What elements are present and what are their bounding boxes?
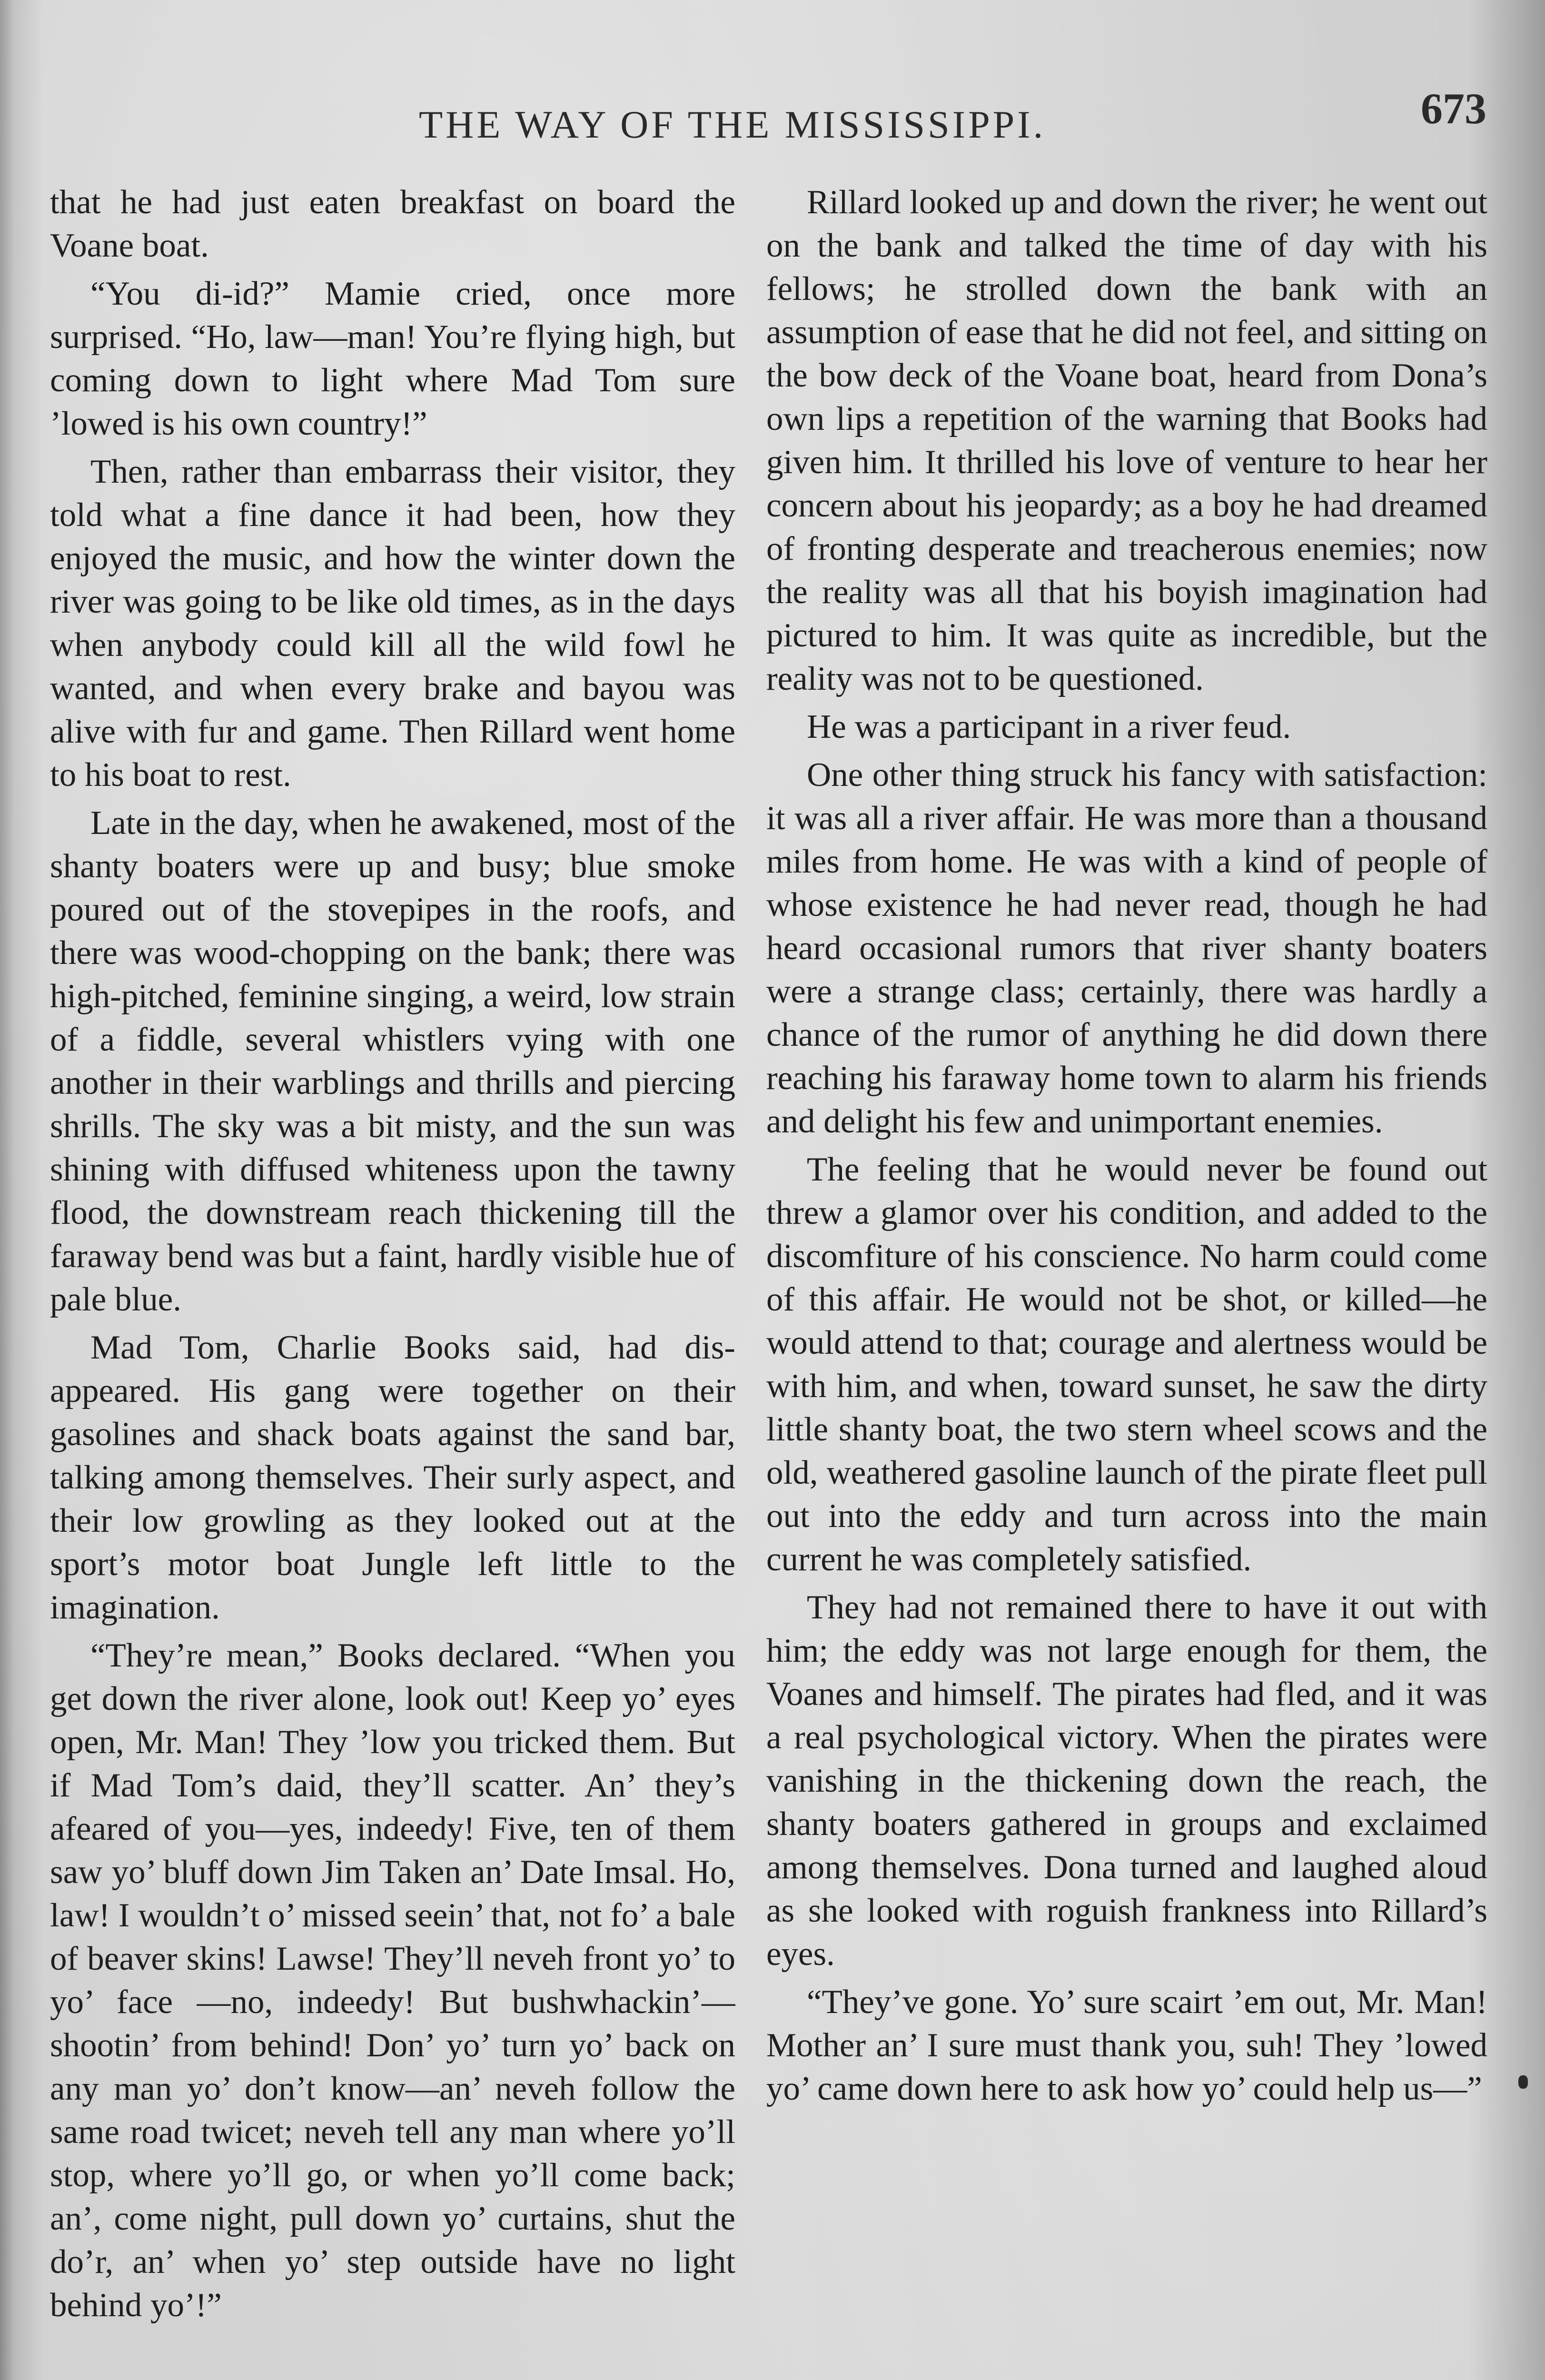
paragraph: The feeling that he would never be found out threw a glamor over his condition, and added to the discomfiture of his conscience. No harm could come of this affair. He would not be shot, or killed—he would attend to that; courage and alertness would be with him, and when, toward sunset, he saw the dirty little shanty boat, the two stern wheel scows and the old, weathered gasoline launch of the pirate fleet pull out into the eddy and turn across into the main current he was completely satisfied. xyxy=(766,1151,1487,1578)
left-column xyxy=(50,181,735,2380)
paragraph: Rillard looked up and down the river; he went out on the bank and talked the time of day with his fellows; he strolled down the bank with an assumption of ease that he did not feel, and sitting on the bow deck of the Voane boat, heard from Dona’s own lips a repetition of the warning that Books had given him. It thrilled his love of venture to hear her concern about his jeopardy; as a boy he had dreamed of fronting desperate and treacherous enemies; now the reality was all that his boyish imagination had pictured to him. It was quite as incredible, but the reality was not to be questioned. xyxy=(766,184,1487,697)
running-title: THE WAY OF THE MISSISSIPPI. xyxy=(419,103,1046,146)
margin-mark xyxy=(1518,2075,1528,2089)
paragraph: “You di-id?” Mamie cried, once more surprised. “Ho, law—man! You’re flying high, but coming down to light where Mad Tom sure ’lowed is his own country!” xyxy=(50,275,735,442)
paragraph: They had not remained there to have it out with him; the eddy was not large enough for them, the Voanes and himself. The pirates had fled, and it was a real psychological victory. When the pirates were vanishing in the thickening down the reach, the shanty boaters gathered in groups and exclaimed among themselves. Dona turned and laughed aloud as she looked with roguish frankness into Rillard’s eyes. xyxy=(766,1589,1487,1973)
paragraph: One other thing struck his fancy with satisfaction: it was all a river affair. He was more than a thousand miles from home. He was with a kind of people of whose existence he had never read, though he had heard occasional rumors that river shanty boaters were a strange class; certainly, there was hardly a chance of the rumor of anything he did down there reaching his faraway home town to alarm his friends and delight his few and unimportant enemies. xyxy=(766,756,1487,1140)
paragraph: He was a participant in a river feud. xyxy=(807,708,1291,745)
paragraph: Then, rather than embarrass their visitor, they told what a fine dance it had been, how they enjoyed the music, and how the winter down the river was going to be like old times, as in the days when anybody could kill all the wild fowl he wanted, and when every brake and bayou was alive with fur and game. Then Rillard went home to his boat to rest. xyxy=(50,453,735,793)
paragraph: “They’re mean,” Books declared. “When you get down the river alone, look out! Keep yo’ eyes open, Mr. Man! They ’low you tricked them. But if Mad Tom’s daid, they’ll scatter. An’ they’s afeared of you—yes, indeedy! Five, ten of them saw yo’ bluff down Jim Taken an’ Date Imsal. Ho, law! I wouldn’t o’ missed seein’ that, not fo’ a bale of beaver skins! Lawse! They’ll neveh front yo’ to yo’ face —no, indeedy! But bushwhackin’—shootin’ from behind! Don’ yo’ turn yo’ back on any man yo’ don’t know—an’ neveh follow the same road twicet; neveh tell any man where yo’ll stop, where yo’ll go, or when yo’ll come back; an’, come night, pull down yo’ curtains, shut the do’r, an’ when yo’ step outside have no light behind yo’!” xyxy=(50,1637,735,2324)
page-header xyxy=(0,83,1545,159)
paragraph: “They’ve gone. Yo’ sure scairt ’em out, Mr. Man! Mother an’ I sure must thank you, suh! They ’lowed yo’ came down here to ask how yo’ could help us—” xyxy=(766,1983,1487,2107)
paragraph: Mad Tom, Charlie Books said, had disappeared. His gang were together on their gasolines and shack boats against the sand bar, talking among themselves. Their surly aspect, and their low growling as they looked out at the sport’s motor boat Jungle left little to the imagination. xyxy=(50,1329,735,1626)
page-number: 673 xyxy=(1421,84,1486,133)
right-column xyxy=(766,181,1487,2380)
paragraph: Late in the day, when he awakened, most of the shanty boaters were up and busy; blue smoke poured out of the stovepipes in the roofs, and there was wood-chopping on the bank; there was high-pitched, feminine singing, a weird, low strain of a fiddle, several whistlers vying with one another in their warblings and thrills and piercing shrills. The sky was a bit misty, and the sun was shining with diffused whiteness upon the tawny flood, the downstream reach thickening till the faraway bend was but a faint, hardly visible hue of pale blue. xyxy=(50,804,735,1318)
paragraph: that he had just eaten breakfast on board the Voane boat. xyxy=(50,184,735,264)
